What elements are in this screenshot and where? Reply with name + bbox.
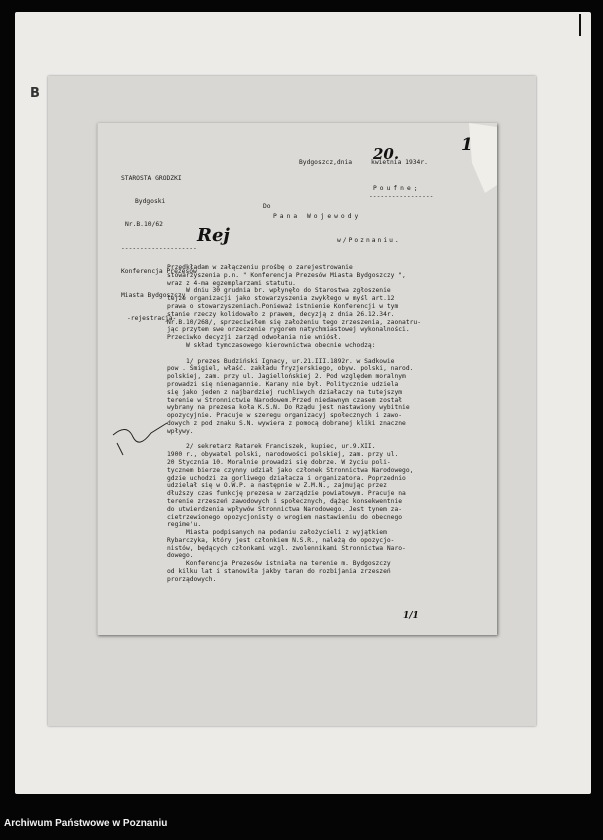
subject-line: Konferencja Prezesów	[121, 268, 197, 276]
subject-line: -rejestracja-	[127, 314, 177, 322]
handwritten-page-number: 1	[461, 135, 473, 155]
divider: --------------------	[121, 244, 197, 252]
divider: -----------------	[369, 193, 434, 200]
addressee: Pana Wojewody	[273, 213, 362, 220]
sender-line: Nr.B.10/62	[125, 221, 163, 229]
letter-page	[97, 123, 497, 635]
corner-mark	[579, 14, 581, 36]
handwritten-end-mark: 1/1	[403, 611, 419, 621]
date-line: Bydgoszcz,dnia kwietnia 1934r.	[299, 159, 428, 166]
subject-line: Miasta Bydgoszczy	[121, 291, 186, 299]
sender-line: Bydgoski	[135, 197, 166, 205]
confidential-label: Poufne;	[373, 185, 421, 192]
letter-body: Przedkładam w załączeniu prośbę o zarejestrowanie stowarzyszenia p.n. " Konferencja Prezesów Miasta Bydgoszczy ", wraz z 4-ma egzemplarzami statutu. W dniu 30 grudnia br. wpłynęło do Starostwa zgłoszenie tejże organizacji jako stowarzyszenia zwykłego w myśl art.12 prawa o stowarzyszeniach.Ponieważ istnienie Konferencji w tym stanie rzeczy kolidowało z prawem, decyzją z dnia 26.12.34r. Nr.B.10/268/, sprzeciwiłem się założeniu tego zrzeszenia, zaonatru- jąc przytem swe orzeczenie rygorem natychmiastowej wykonalności. Przeciwko decyzji zarząd odwołania nie wniósł. W skład tymczasowego kierownictwa obecnie wchodzą: 1/ prezes Budziński Ignacy, ur.21.III.1892r. w Sadkowie pow . Śmigiel, właść. zakładu fryzjerskiego, obyw. polski, narod. polskiej, zam. przy ul. Jagiellońskiej 2. Pod względem moralnym prowadzi się nienagannie. Karany nie był. Politycznie udziela się jako jeden z najbardziej ruchliwych działaczy na tutejszym terenie w Stronnictwie Narodowem.Przed niedawnym czasem został wybrany na prezesa koła K.S.N. Do Rządu jest nastawiony wybitnie opozycyjnie. Pracuje w szeregu organizacyj społecznych i zawo- dowych z pod znaku S.N. wywiera z pomocą dobranej kliki znaczne wpływy. 2/ sekretarz Ratarek Franciszek, kupiec, ur.9.XII. 1900 r., obywatel polski, narodowości polskiej, zam. przy ul. 20 Stycznia 10. Moralnie prowadzi się dobrze. W życiu poli- tycznem bierze czynny udział jako członek Stronnictwa Narodowego, gdzie uchodzi za gorliwego działacza i organizatora. Poprzednio udzielał się w O.W.P. a następnie w Z.M.N., zajmując przez dłuższy czas funkcję prezesa w zarządzie powiatowym. Pracuje na terenie zrzeszeń zawodowych i społecznych, dążąc konsekwentnie do utwierdzenia wpływów Stronnictwa Narodowego. Jest tynem za- cietrzewionego opozycjonisty o wrogiem nastawieniu do obecnego regime'u. Miasta podpisanych na podaniu założycieli z wyjątkiem Rybarczyka, który jest członkiem N.S.R., należą do opozycjo- nistów, będących członkami wzgl. zwolennikami Stronnictwa Naro- dowego. Konferencja Prezesów istniała na terenie m. Bydgoszczy od kilku lat i stanowiła jakby taran do rozbijania zrzeszeń prorządowych.	[167, 264, 422, 583]
addressee-city: w/Poznaniu.	[337, 237, 401, 244]
handwritten-day: 20.	[373, 145, 400, 163]
addressee-do: Do	[263, 203, 271, 210]
sender-line: STAROSTA GRODZKI	[121, 174, 182, 182]
handwritten-annotation: Rej	[197, 225, 230, 246]
archive-footer: Archiwum Państwowe w Poznaniu	[4, 818, 168, 829]
archive-marker: B	[30, 86, 40, 101]
